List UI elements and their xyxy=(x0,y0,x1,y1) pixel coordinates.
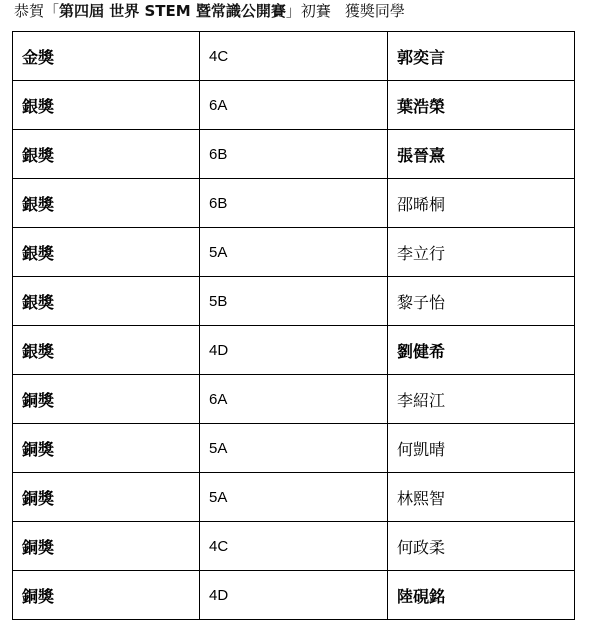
student-name-cell: 李立行 xyxy=(388,228,575,277)
student-name-cell: 陸硯銘 xyxy=(388,571,575,620)
student-name-cell: 郭奕言 xyxy=(388,32,575,81)
table-row xyxy=(13,130,575,179)
table-row xyxy=(13,228,575,277)
class-cell: 6A xyxy=(200,81,388,130)
heading-round: 」初賽 xyxy=(285,2,331,20)
award-cell: 銀獎 xyxy=(13,179,200,228)
heading-suffix: 獲獎同學 xyxy=(344,2,405,20)
award-cell: 銀獎 xyxy=(13,228,200,277)
heading-prefix: 恭賀「 xyxy=(14,2,60,20)
table-row xyxy=(13,277,575,326)
student-name-cell: 何政柔 xyxy=(388,522,575,571)
student-name-cell: 黎子怡 xyxy=(388,277,575,326)
class-cell: 5A xyxy=(200,424,388,473)
table-row xyxy=(13,375,575,424)
table-row xyxy=(13,179,575,228)
award-cell: 銀獎 xyxy=(13,81,200,130)
table-row xyxy=(13,473,575,522)
class-cell: 6A xyxy=(200,375,388,424)
class-cell: 4C xyxy=(200,32,388,81)
class-cell: 4C xyxy=(200,522,388,571)
table-row xyxy=(13,32,575,81)
student-name-cell: 葉浩榮 xyxy=(388,81,575,130)
page-heading xyxy=(14,0,405,22)
table-row xyxy=(13,424,575,473)
table-row xyxy=(13,81,575,130)
student-name-cell: 何凱晴 xyxy=(388,424,575,473)
class-cell: 5A xyxy=(200,473,388,522)
table-row xyxy=(13,571,575,620)
class-cell: 4D xyxy=(200,571,388,620)
student-name-cell: 李紹江 xyxy=(388,375,575,424)
student-name-cell: 林熙智 xyxy=(388,473,575,522)
student-name-cell: 張晉熹 xyxy=(388,130,575,179)
award-cell: 銀獎 xyxy=(13,130,200,179)
student-name-cell: 邵晞桐 xyxy=(388,179,575,228)
class-cell: 4D xyxy=(200,326,388,375)
award-cell: 銅獎 xyxy=(13,473,200,522)
award-cell: 金獎 xyxy=(13,32,200,81)
awards-table xyxy=(12,31,575,620)
student-name-cell: 劉健希 xyxy=(388,326,575,375)
award-cell: 銅獎 xyxy=(13,375,200,424)
table-row xyxy=(13,522,575,571)
heading-event-name: 第四屆 世界 STEM 暨常識公開賽 xyxy=(59,2,286,20)
award-cell: 銀獎 xyxy=(13,326,200,375)
class-cell: 6B xyxy=(200,130,388,179)
class-cell: 6B xyxy=(200,179,388,228)
table-row xyxy=(13,326,575,375)
awards-table-body xyxy=(13,32,575,620)
award-cell: 銀獎 xyxy=(13,277,200,326)
class-cell: 5A xyxy=(200,228,388,277)
class-cell: 5B xyxy=(200,277,388,326)
award-cell: 銅獎 xyxy=(13,424,200,473)
award-cell: 銅獎 xyxy=(13,522,200,571)
award-cell: 銅獎 xyxy=(13,571,200,620)
